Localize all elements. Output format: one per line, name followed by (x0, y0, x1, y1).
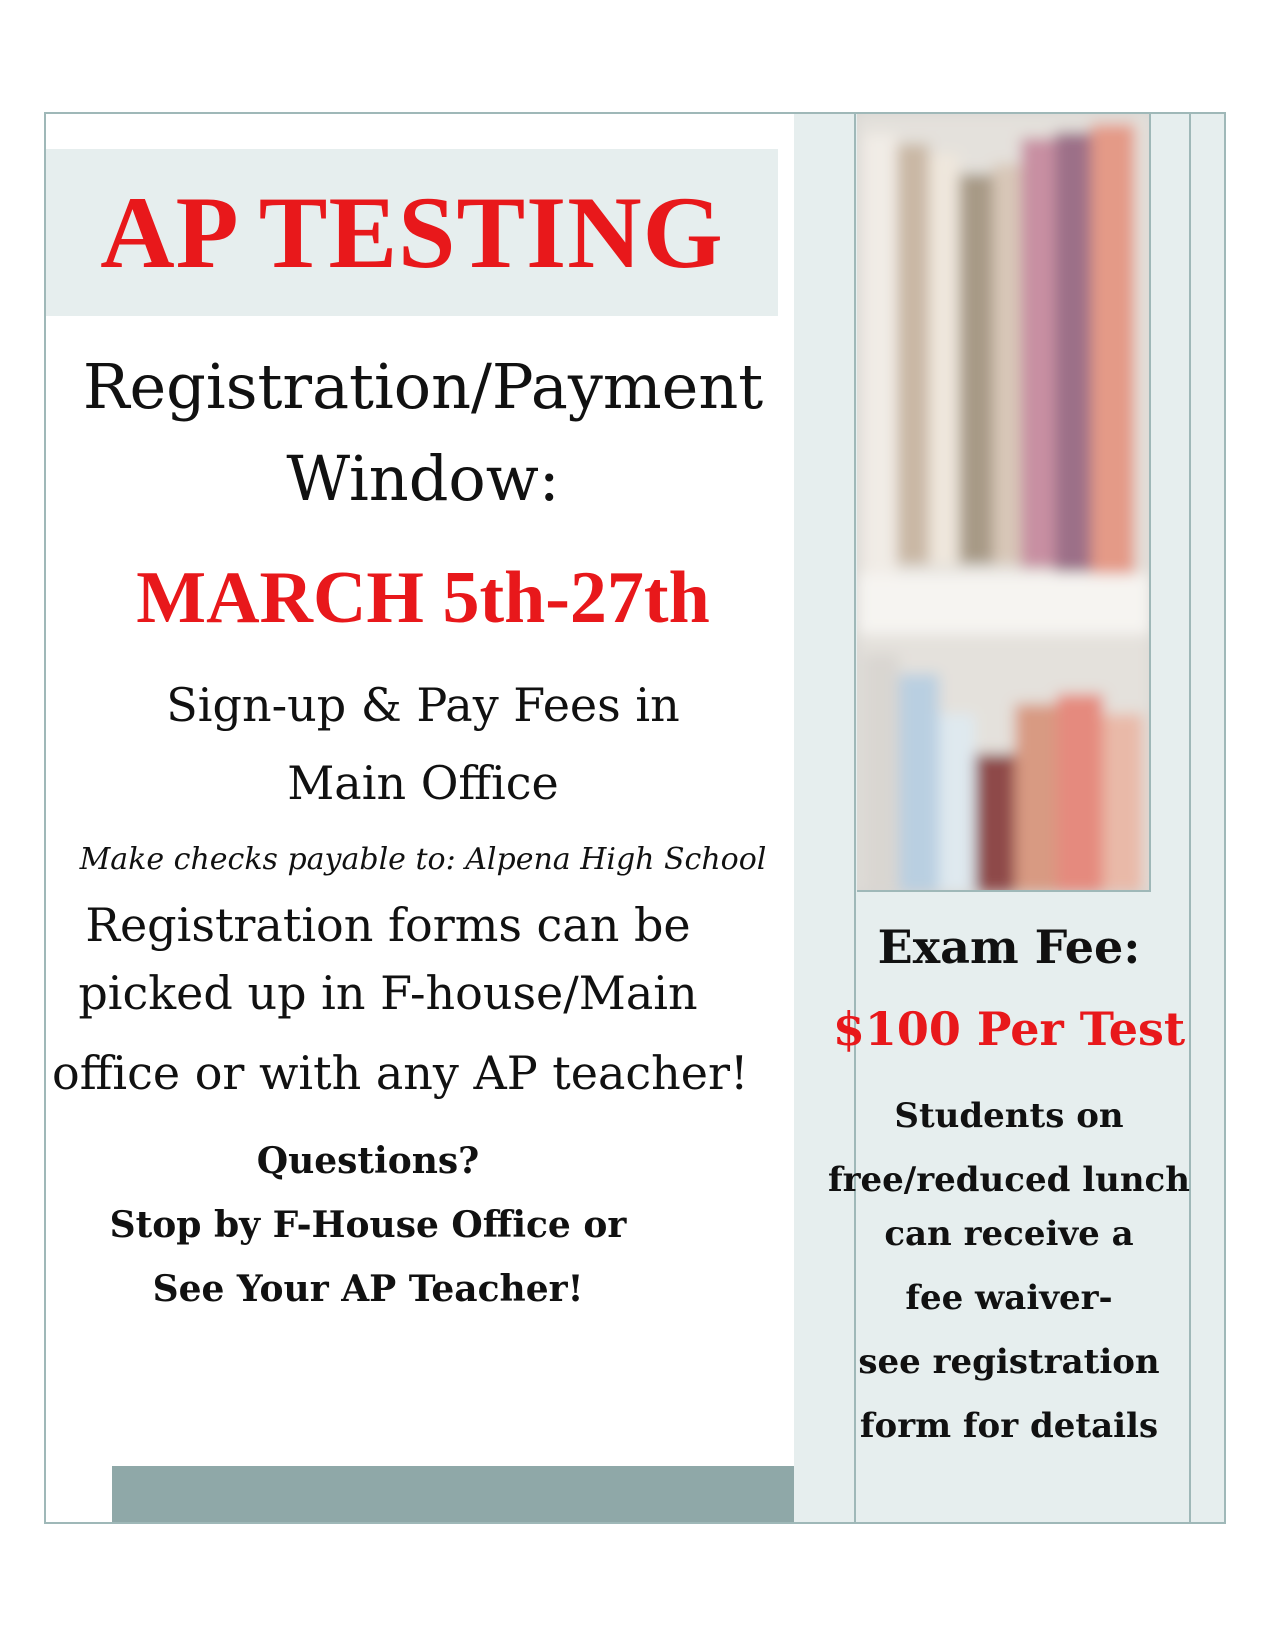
window-heading-line2: Window: (286, 442, 560, 515)
signup-line1: Sign-up & Pay Fees in (166, 678, 680, 732)
registration-dates: MARCH 5th-27th (136, 557, 710, 639)
waiver-line: can receive a (884, 1214, 1134, 1254)
checks-note: Make checks payable to: Alpena High School (79, 842, 767, 877)
forms-line1: Registration forms can be (85, 898, 691, 952)
bookshelf-image (857, 114, 1151, 892)
window-heading-line1: Registration/Payment (82, 350, 764, 423)
waiver-line: free/reduced lunch (828, 1160, 1190, 1200)
bottom-accent-bar (112, 1466, 794, 1522)
signup-line2: Main Office (287, 756, 559, 810)
exam-fee-label: Exam Fee: (877, 920, 1141, 974)
poster-title: AP TESTING (100, 175, 724, 290)
questions-line2: Stop by F-House Office or (109, 1204, 627, 1246)
waiver-line: fee waiver- (905, 1278, 1113, 1318)
exam-fee-amount: $100 Per Test (832, 1002, 1186, 1056)
waiver-line: see registration (858, 1342, 1160, 1382)
forms-line2: picked up in F-house/Main (78, 966, 698, 1020)
waiver-line: Students on (894, 1096, 1124, 1136)
questions-heading: Questions? (256, 1140, 480, 1182)
forms-line3: office or with any AP teacher! (52, 1046, 749, 1100)
questions-line3: See Your AP Teacher! (152, 1268, 584, 1310)
waiver-line: form for details (859, 1406, 1159, 1446)
